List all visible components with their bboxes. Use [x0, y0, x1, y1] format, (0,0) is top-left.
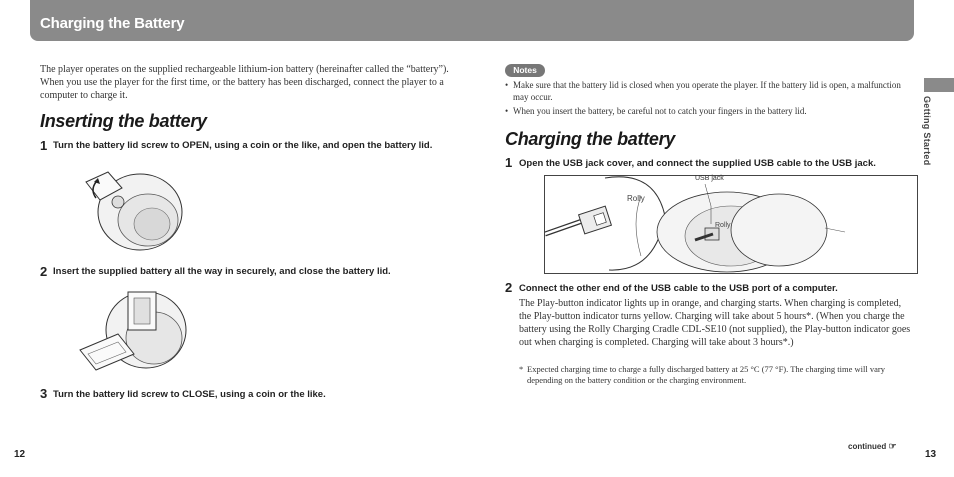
page-number-left: 12 [14, 449, 26, 460]
pointing-hand-icon: ☞ [888, 441, 897, 451]
page-number-right: 13 [925, 449, 937, 460]
step-number: 1 [505, 155, 513, 170]
insert-step-2: Insert the supplied battery all the way in securely, and close the battery lid. [53, 266, 391, 277]
page-title: Charging the Battery [40, 15, 185, 32]
battery-lid-open-illustration [78, 168, 188, 254]
battery-insert-illustration [78, 284, 190, 374]
note-item: • When you insert the battery, be careful not to catch your fingers in the battery lid. [505, 106, 807, 116]
section-tab-label: Getting Started [922, 96, 932, 166]
section-tab [924, 78, 954, 92]
notes-badge: Notes [505, 64, 545, 77]
charging-heading: Charging the battery [505, 129, 676, 149]
charging-footnote: * Expected charging time to charge a fully discharged battery at 25 °C (77 °F). The charging time will vary depending on the battery condition or the charging environment. [519, 364, 885, 385]
insert-step-3: Turn the battery lid screw to CLOSE, using a coin or the like. [53, 389, 326, 400]
charge-step-1: Open the USB jack cover, and connect the supplied USB cable to the USB jack. [519, 158, 876, 169]
continued-label: continued ☞ [848, 441, 897, 451]
usb-jack-label: USB jack [695, 175, 724, 182]
inserting-heading: Inserting the battery [40, 111, 207, 131]
step-number: 2 [505, 280, 513, 295]
step-number: 2 [40, 264, 48, 279]
charge-step-2: Connect the other end of the USB cable to the USB port of a computer. [519, 283, 838, 294]
rolly-label: Rolly [715, 222, 731, 229]
step-number: 3 [40, 386, 48, 401]
rolly-label: Rolly [627, 194, 645, 203]
usb-connection-illustration [544, 175, 918, 274]
intro-paragraph: The player operates on the supplied rechargeable lithium-ion battery (hereinafter called the “battery”). When you use the player for the first time, or the battery has been discharged, connect the player to a computer to charge it. [40, 64, 449, 101]
insert-step-1: Turn the battery lid screw to OPEN, using a coin or the like, and open the battery lid. [53, 140, 433, 151]
note-item: • Make sure that the battery lid is closed when you operate the player. If the battery lid is open, a malfunction may occur. [505, 80, 901, 102]
step-number: 1 [40, 138, 48, 153]
charge-step-2-body: The Play-button indicator lights up in orange, and charging starts. When charging is completed, the Play-button indicator turns yellow. Charging will take about 5 hours*. (When you charge the battery using the Rolly Charging Cradle CDL-SE10 (not supplied), the Play-button indicator goes out when charging is completed. Charging will take about 3 hours*.) [519, 298, 911, 348]
